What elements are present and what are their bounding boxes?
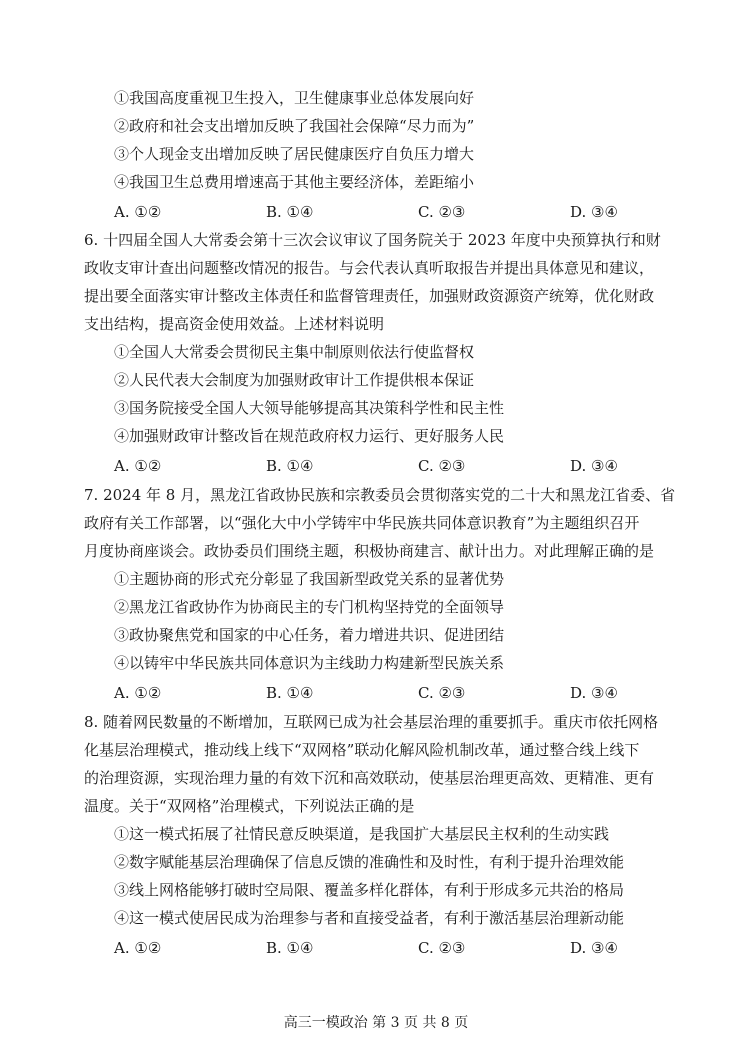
q8-option-2: ②数字赋能基层治理确保了信息反馈的准确性和及时性，有利于提升治理效能 bbox=[114, 853, 625, 871]
q6-stem-line-3: 提出要全面落实审计整改主体责任和监督管理责任，加强财政资源资产统筹，优化财政 bbox=[84, 287, 655, 305]
q5-option-3: ③个人现金支出增加反映了居民健康医疗自负压力增大 bbox=[114, 145, 475, 163]
q5-answer-row bbox=[114, 202, 674, 222]
q8-answer-row bbox=[114, 938, 674, 958]
q6-answer-d: D. ③④ bbox=[570, 457, 618, 475]
q6-option-1: ①全国人大常委会贯彻民主集中制原则依法行使监督权 bbox=[114, 343, 475, 361]
q7-stem-line-1: 7. 2024 年 8 月，黑龙江省政协民族和宗教委员会贯彻落实党的二十大和黑龙江省委、省 bbox=[84, 486, 676, 504]
q8-option-4: ④这一模式使居民成为治理参与者和直接受益者，有利于激活基层治理新动能 bbox=[114, 909, 625, 927]
q7-answer-a: A. ①② bbox=[114, 684, 162, 702]
q6-stem-line-4: 支出结构，提高资金使用效益。上述材料说明 bbox=[84, 315, 385, 333]
q6-answer-b: B. ①④ bbox=[266, 457, 314, 475]
q8-stem-line-1: 8. 随着网民数量的不断增加，互联网已成为社会基层治理的重要抓手。重庆市依托网格 bbox=[84, 713, 659, 731]
q6-answer-a: A. ①② bbox=[114, 457, 162, 475]
q6-stem-line-2: 政收支审计查出问题整改情况的报告。与会代表认真听取报告并提出具体意见和建议， bbox=[84, 259, 655, 277]
q7-answer-d: D. ③④ bbox=[570, 684, 618, 702]
q5-option-1: ①我国高度重视卫生投入，卫生健康事业总体发展向好 bbox=[114, 89, 475, 107]
q5-option-2: ②政府和社会支出增加反映了我国社会保障“尽力而为” bbox=[114, 117, 475, 135]
q8-answer-b: B. ①④ bbox=[266, 939, 314, 957]
q8-stem-line-3: 的治理资源，实现治理力量的有效下沉和高效联动，使基层治理更高效、更精准、更有 bbox=[84, 769, 655, 787]
q5-answer-b: B. ①④ bbox=[266, 203, 314, 221]
q5-option-4: ④我国卫生总费用增速高于其他主要经济体，差距缩小 bbox=[114, 173, 475, 191]
q6-answer-c: C. ②③ bbox=[418, 457, 466, 475]
q5-answer-d: D. ③④ bbox=[570, 203, 618, 221]
q7-answer-row bbox=[114, 683, 674, 703]
q7-option-4: ④以铸牢中华民族共同体意识为主线助力构建新型民族关系 bbox=[114, 654, 505, 672]
q8-stem-line-4: 温度。关于“双网格”治理模式，下列说法正确的是 bbox=[84, 797, 415, 815]
q6-answer-row bbox=[114, 456, 674, 476]
q5-answer-a: A. ①② bbox=[114, 203, 162, 221]
page-footer: 高三一模政治 第 3 页 共 8 页 bbox=[283, 1015, 469, 1031]
q6-option-3: ③国务院接受全国人大领导能够提高其决策科学性和民主性 bbox=[114, 399, 505, 417]
q6-option-4: ④加强财政审计整改旨在规范政府权力运行、更好服务人民 bbox=[114, 427, 505, 445]
q7-answer-b: B. ①④ bbox=[266, 684, 314, 702]
q7-stem-line-3: 月度协商座谈会。政协委员们围绕主题，积极协商建言、献计出力。对此理解正确的是 bbox=[84, 542, 655, 560]
q8-stem-line-2: 化基层治理模式，推动线上线下“双网格”联动化解风险机制改革，通过整合线上线下 bbox=[84, 741, 640, 759]
q6-stem-line-1: 6. 十四届全国人大常委会第十三次会议审议了国务院关于 2023 年度中央预算执行和财 bbox=[84, 231, 661, 249]
q8-answer-c: C. ②③ bbox=[418, 939, 466, 957]
q8-answer-a: A. ①② bbox=[114, 939, 162, 957]
q5-answer-c: C. ②③ bbox=[418, 203, 466, 221]
q7-answer-c: C. ②③ bbox=[418, 684, 466, 702]
q7-option-3: ③政协聚焦党和国家的中心任务，着力增进共识、促进团结 bbox=[114, 626, 505, 644]
q8-answer-d: D. ③④ bbox=[570, 939, 618, 957]
q7-option-2: ②黑龙江省政协作为协商民主的专门机构坚持党的全面领导 bbox=[114, 598, 505, 616]
q6-option-2: ②人民代表大会制度为加强财政审计工作提供根本保证 bbox=[114, 371, 475, 389]
q8-option-1: ①这一模式拓展了社情民意反映渠道，是我国扩大基层民主权利的生动实践 bbox=[114, 825, 610, 843]
q8-option-3: ③线上网格能够打破时空局限、覆盖多样化群体，有利于形成多元共治的格局 bbox=[114, 881, 625, 899]
q7-option-1: ①主题协商的形式充分彰显了我国新型政党关系的显著优势 bbox=[114, 570, 505, 588]
q7-stem-line-2: 政府有关工作部署，以“强化大中小学铸牢中华民族共同体意识教育”为主题组织召开 bbox=[84, 514, 640, 532]
